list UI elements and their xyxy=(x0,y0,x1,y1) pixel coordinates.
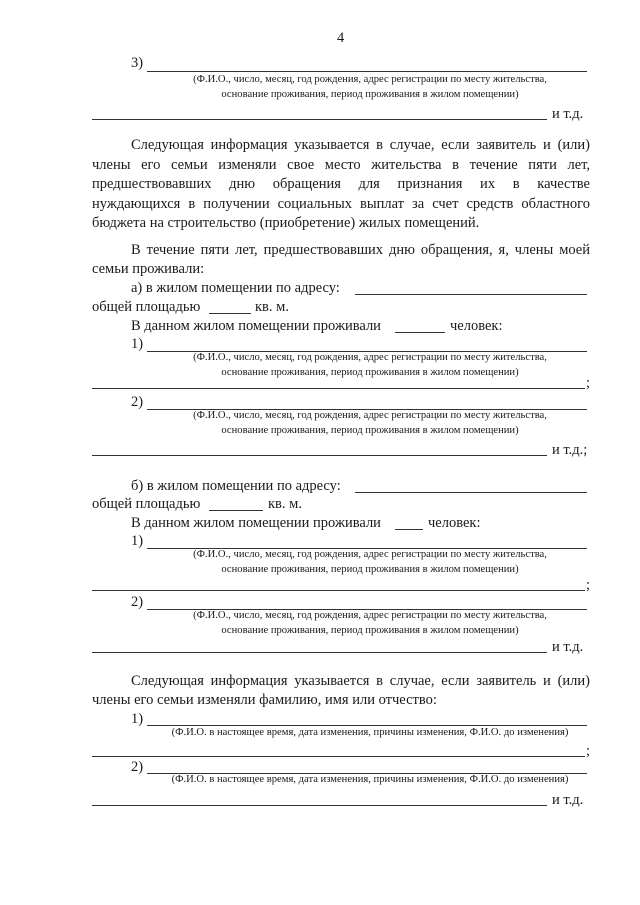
etc-text: и т.д.; xyxy=(552,442,588,458)
caption: основание проживания, период проживания в жилом помещении) xyxy=(221,367,519,378)
area-unit: кв. м. xyxy=(255,299,289,315)
fill-line[interactable] xyxy=(92,590,585,591)
item-number: 2) xyxy=(131,759,144,775)
paragraph-line: В течение пяти лет, предшествовавших дню обращения, я, члены моей xyxy=(131,242,590,258)
paragraph-line: предшествовавших дню обращения для признания их в качестве xyxy=(92,176,590,192)
caption: основание проживания, период проживания в жилом помещении) xyxy=(221,425,519,436)
paragraph-line: семьи проживали: xyxy=(92,261,205,277)
paragraph-line: нуждающихся в получении социальных выплат за счет средств областного xyxy=(92,196,590,212)
area-label: общей площадью xyxy=(92,299,201,315)
residents-label: В данном жилом помещении проживали xyxy=(131,318,381,334)
caption: (Ф.И.О., число, месяц, год рождения, адрес регистрации по месту жительства, xyxy=(193,610,547,621)
caption: основание проживания, период проживания в жилом помещении) xyxy=(221,564,519,575)
item-number: 2) xyxy=(131,594,144,610)
address-label: б) в жилом помещении по адресу: xyxy=(131,478,341,494)
area-unit: кв. м. xyxy=(268,496,302,512)
address-field[interactable] xyxy=(355,294,587,295)
page-number: 4 xyxy=(337,30,345,46)
item-number: 1) xyxy=(131,711,144,727)
fill-line[interactable] xyxy=(92,805,547,806)
area-label: общей площадью xyxy=(92,496,201,512)
residents-count-field[interactable] xyxy=(395,332,445,333)
fill-line[interactable] xyxy=(147,71,587,72)
item-number: 1) xyxy=(131,533,144,549)
fill-line[interactable] xyxy=(147,725,587,726)
paragraph-line: Следующая информация указывается в случае, если заявитель и (или) xyxy=(131,673,590,689)
item-number: 3) xyxy=(131,55,144,71)
paragraph-line: бюджета на строительство (приобретение) жилых помещений. xyxy=(92,215,480,231)
fill-line[interactable] xyxy=(92,388,585,389)
paragraph-line: Следующая информация указывается в случае, если заявитель и (или) xyxy=(131,137,590,153)
caption: (Ф.И.О., число, месяц, год рождения, адрес регистрации по месту жительства, xyxy=(193,410,547,421)
area-field[interactable] xyxy=(209,313,251,314)
semicolon: ; xyxy=(586,743,591,759)
caption: (Ф.И.О., число, месяц, год рождения, адрес регистрации по месту жительства, xyxy=(193,352,547,363)
fill-line[interactable] xyxy=(92,119,547,120)
caption: основание проживания, период проживания в жилом помещении) xyxy=(221,625,519,636)
address-field[interactable] xyxy=(355,492,587,493)
fill-line[interactable] xyxy=(92,455,547,456)
persons-label: человек: xyxy=(428,515,481,531)
address-label: а) в жилом помещении по адресу: xyxy=(131,280,340,296)
item-number: 2) xyxy=(131,394,144,410)
semicolon: ; xyxy=(586,375,591,391)
persons-label: человек: xyxy=(450,318,503,334)
item-number: 1) xyxy=(131,336,144,352)
residents-label: В данном жилом помещении проживали xyxy=(131,515,381,531)
etc-text: и т.д. xyxy=(552,639,584,655)
caption: (Ф.И.О., число, месяц, год рождения, адрес регистрации по месту жительства, xyxy=(193,549,547,560)
caption: (Ф.И.О. в настоящее время, дата изменения, причины изменения, Ф.И.О. до изменения) xyxy=(171,727,569,738)
etc-text: и т.д. xyxy=(552,792,584,808)
area-field[interactable] xyxy=(209,510,263,511)
fill-line[interactable] xyxy=(92,756,585,757)
paragraph-line: члены его семьи изменяли свое место жительства в течение пяти лет, xyxy=(92,157,590,173)
caption: (Ф.И.О. в настоящее время, дата изменения, причины изменения, Ф.И.О. до изменения) xyxy=(171,774,569,785)
etc-text: и т.д. xyxy=(552,106,584,122)
residents-count-field[interactable] xyxy=(395,529,423,530)
fill-line[interactable] xyxy=(92,652,547,653)
semicolon: ; xyxy=(586,577,591,593)
caption: (Ф.И.О., число, месяц, год рождения, адрес регистрации по месту жительства, xyxy=(193,74,547,85)
caption: основание проживания, период проживания в жилом помещении) xyxy=(221,89,519,100)
paragraph-line: члены его семьи изменяли фамилию, имя или отчество: xyxy=(92,692,437,708)
